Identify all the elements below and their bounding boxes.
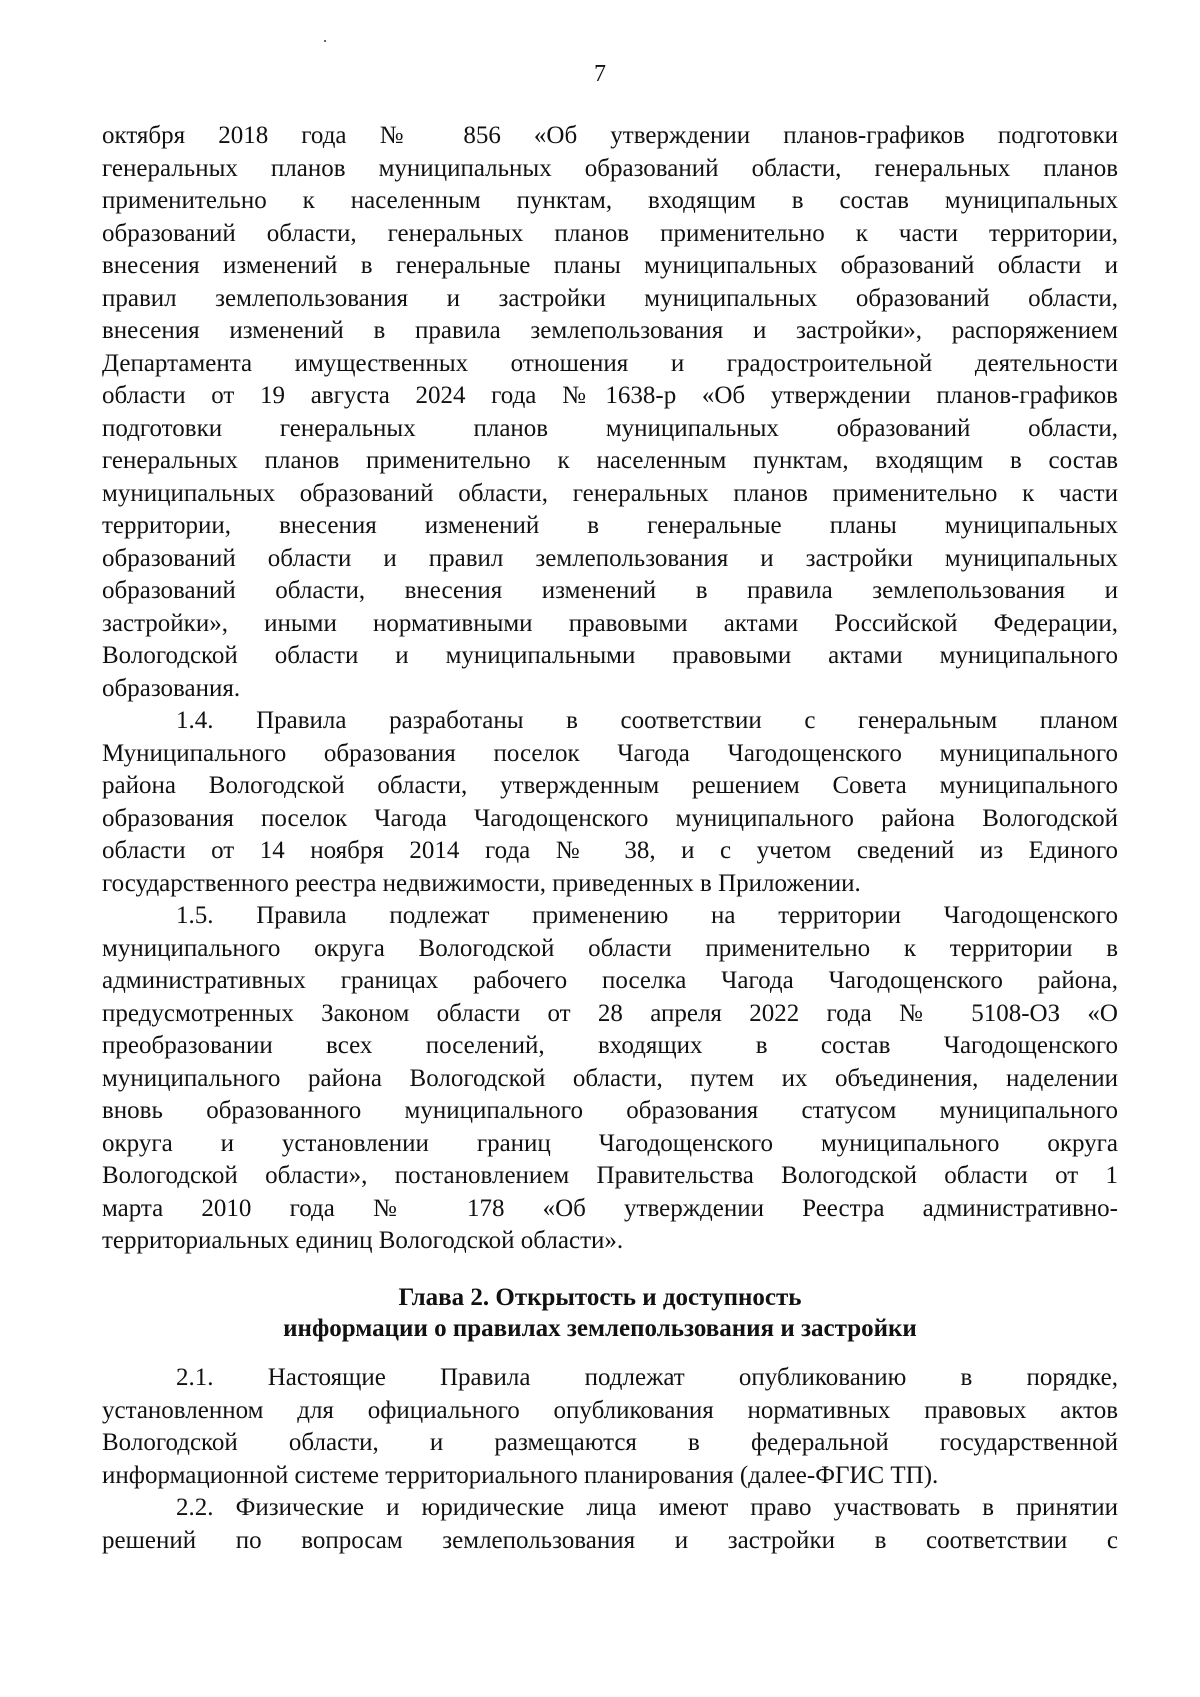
paragraph-1-4-line: 1.4. Правила разработаны в соответствии с генеральным планом <box>176 707 1118 734</box>
text-line: области от 19 августа 2024 года №1638-р «Об утверждении планов-графиков <box>102 382 1118 409</box>
text-line: территориальных единиц Вологодской области». <box>102 1227 624 1254</box>
text-line: административных границах рабочего поселка Чагода Чагодощенского района, <box>102 967 1118 994</box>
text-line: марта 2010 года № 178 «Об утверждении Реестра административно- <box>102 1194 1118 1222</box>
text-line: внесения изменений в генеральные планы муниципальных образований области и <box>102 252 1118 279</box>
text-line: Вологодской области», постановлением Правительства Вологодской области от 1 <box>102 1162 1118 1189</box>
text-line: государственного реестра недвижимости, приведенных в Приложении. <box>102 869 861 897</box>
text-line: Вологодской области и муниципальными правовыми актами муниципального <box>102 642 1118 669</box>
text-line: муниципального района Вологодской области, путем их объединения, наделении <box>102 1064 1118 1092</box>
text-line: муниципальных образований области, генеральных планов применительно к части <box>102 479 1118 507</box>
chapter-heading: Глава 2. Открытость и доступность <box>398 1284 802 1311</box>
text-line: образования поселок Чагода Чагодощенского муниципального района Вологодской <box>102 804 1118 832</box>
text-line: предусмотренных Законом области от 28 апреля 2022 года № 5108-ОЗ «О <box>102 999 1118 1027</box>
text-line: округа и установлении границ Чагодощенского муниципального округа <box>102 1129 1118 1157</box>
text-line: правил землепользования и застройки муниципальных образований области, <box>102 284 1118 312</box>
text-line: применительно к населенным пунктам, входящим в состав муниципальных <box>102 187 1118 214</box>
body-text-bottom <box>102 1362 1118 1557</box>
text-line: подготовки генеральных планов муниципальных образований области, <box>102 414 1118 442</box>
text-line: Департамента имущественных отношения и градостроительной деятельности <box>102 349 1118 377</box>
text-line: области от 14 ноября 2014 года № 38, и с учетом сведений из Единого <box>102 837 1118 864</box>
page-number: 7 <box>594 61 606 87</box>
text-line: генеральных планов муниципальных образований области, генеральных планов <box>102 154 1118 182</box>
text-line: образования. <box>102 674 241 702</box>
text-line: информационной системе территориального планирования (далее-ФГИС ТП). <box>102 1461 939 1489</box>
text-line: застройки», иными нормативными правовыми актами Российской Федерации, <box>102 609 1118 637</box>
text-line: муниципального округа Вологодской области применительно к территории в <box>102 934 1118 962</box>
text-line: района Вологодской области, утвержденным решением Совета муниципального <box>102 772 1118 799</box>
paragraph-1-5-line: 1.5. Правила подлежат применению на территории Чагодощенского <box>176 902 1118 929</box>
text-line: установленном для официального опубликования нормативных правовых актов <box>102 1396 1118 1424</box>
text-line: образований области, внесения изменений в правила землепользования и <box>102 577 1118 604</box>
text-line: генеральных планов применительно к населенным пунктам, входящим в состав <box>102 447 1118 474</box>
text-line: Муниципального образования поселок Чагода Чагодощенского муниципального <box>102 739 1118 767</box>
text-line: решений по вопросам землепользования и застройки в соответствии с <box>102 1526 1118 1554</box>
scan-speck <box>324 40 326 42</box>
body-text-top <box>102 120 1118 1258</box>
text-line: Вологодской области, и размещаются в федеральной государственной <box>102 1429 1118 1456</box>
text-line: октября 2018 года № 856 «Об утверждении планов-графиков подготовки <box>102 122 1118 149</box>
text-line: территории, внесения изменений в генеральные планы муниципальных <box>102 512 1118 539</box>
paragraph-2-2-line: 2.2. Физические и юридические лица имеют право участвовать в принятии <box>176 1494 1118 1521</box>
text-line: образований области и правил землепользования и застройки муниципальных <box>102 544 1118 572</box>
chapter-subheading: информации о правилах землепользования и застройки <box>283 1315 917 1342</box>
paragraph-2-1-line: 2.1. Настоящие Правила подлежат опубликованию в порядке, <box>176 1364 1118 1391</box>
text-line: вновь образованного муниципального образования статусом муниципального <box>102 1097 1118 1124</box>
text-line: образований области, генеральных планов применительно к части территории, <box>102 219 1118 247</box>
text-line: внесения изменений в правила землепользования и застройки», распоряжением <box>102 317 1118 344</box>
text-line: преобразовании всех поселений, входящих в состав Чагодощенского <box>102 1032 1118 1059</box>
